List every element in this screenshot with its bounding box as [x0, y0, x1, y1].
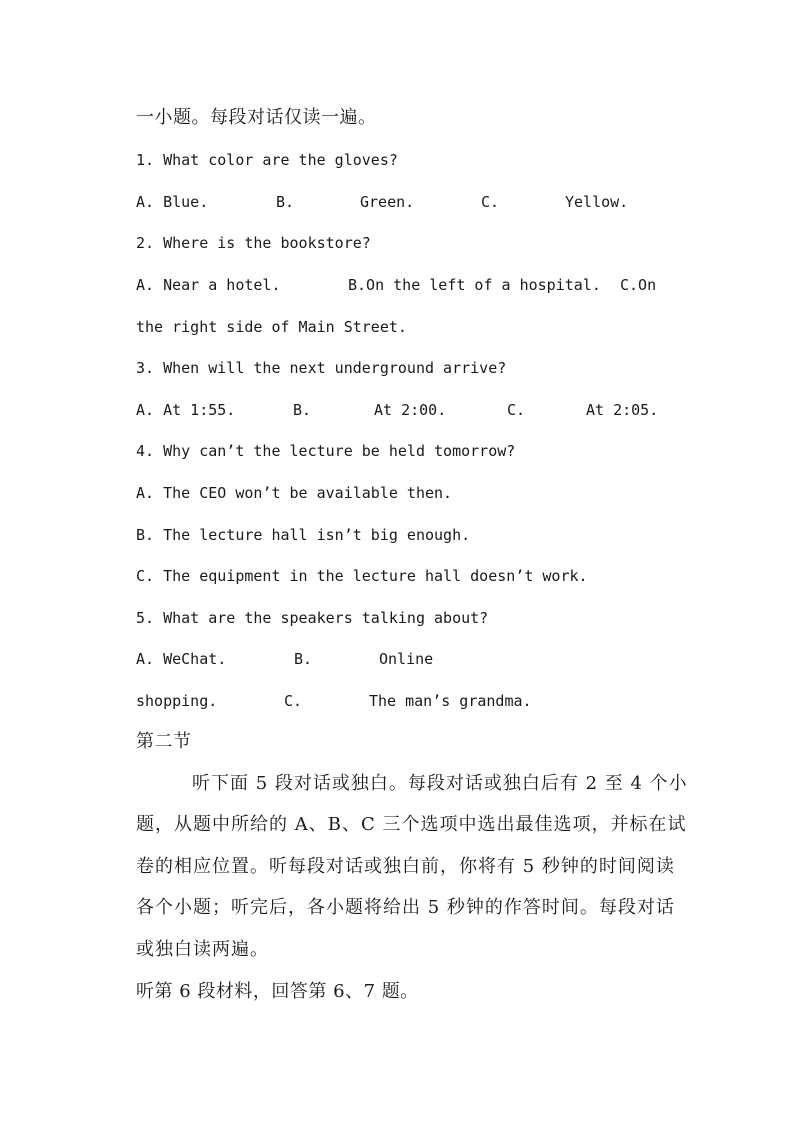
question-3-option-c-letter: C. [507, 401, 526, 419]
question-2-stem: 2. Where is the bookstore? [136, 234, 371, 252]
section2-instruction: 听第 6 段材料，回答第 6、7 题。 [136, 981, 419, 1002]
question-5-option-b-continued: shopping. [136, 692, 218, 710]
question-2-option-c: C.On [620, 276, 657, 294]
question-5-option-c-text: The man’s grandma. [369, 692, 532, 710]
question-3-stem: 3. When will the next underground arrive? [136, 359, 507, 377]
section2-paragraph-line-2: 题，从题中所给的 A、B、C 三个选项中选出最佳选项，并标在试 [136, 814, 687, 835]
section2-paragraph-line-1: 听下面 5 段对话或独白。每段对话或独白后有 2 至 4 个小 [192, 773, 688, 794]
question-4-option-b: B. The lecture hall isn’t big enough. [136, 526, 471, 544]
question-5-stem: 5. What are the speakers talking about? [136, 609, 489, 627]
section2-heading: 第二节 [136, 731, 192, 752]
question-3-option-b-text: At 2:00. [374, 401, 447, 419]
question-2-option-a: A. Near a hotel. [136, 276, 281, 294]
section2-paragraph-line-5: 或独白读两遍。 [136, 939, 269, 960]
question-1-option-b-letter: B. [276, 193, 295, 211]
question-1-option-b-text: Green. [360, 193, 415, 211]
question-4-option-c: C. The equipment in the lecture hall doesn’t work. [136, 567, 588, 585]
question-1-stem: 1. What color are the gloves? [136, 151, 398, 169]
question-1-option-c-text: Yellow. [565, 193, 629, 211]
question-5-option-c-letter: C. [284, 692, 303, 710]
question-5-option-b-letter: B. [294, 650, 313, 668]
question-3-option-a: A. At 1:55. [136, 401, 236, 419]
question-1-option-c-letter: C. [481, 193, 500, 211]
question-2-option-b: B.On the left of a hospital. [348, 276, 601, 294]
question-3-option-b-letter: B. [293, 401, 312, 419]
question-1-option-a: A. Blue. [136, 193, 209, 211]
question-4-stem: 4. Why can’t the lecture be held tomorrow? [136, 442, 516, 460]
section1-intro: 一小题。每段对话仅读一遍。 [136, 107, 377, 128]
question-5-option-b-text: Online [379, 650, 434, 668]
question-4-option-a: A. The CEO won’t be available then. [136, 484, 453, 502]
section2-paragraph-line-3: 卷的相应位置。听每段对话或独白前，你将有 5 秒钟的时间阅读 [136, 856, 675, 877]
question-3-option-c-text: At 2:05. [586, 401, 659, 419]
section2-paragraph-line-4: 各个小题；听完后，各小题将给出 5 秒钟的作答时间。每段对话 [136, 897, 675, 918]
question-2-option-c-continued: the right side of Main Street. [136, 318, 407, 336]
question-5-option-a: A. WeChat. [136, 650, 227, 668]
